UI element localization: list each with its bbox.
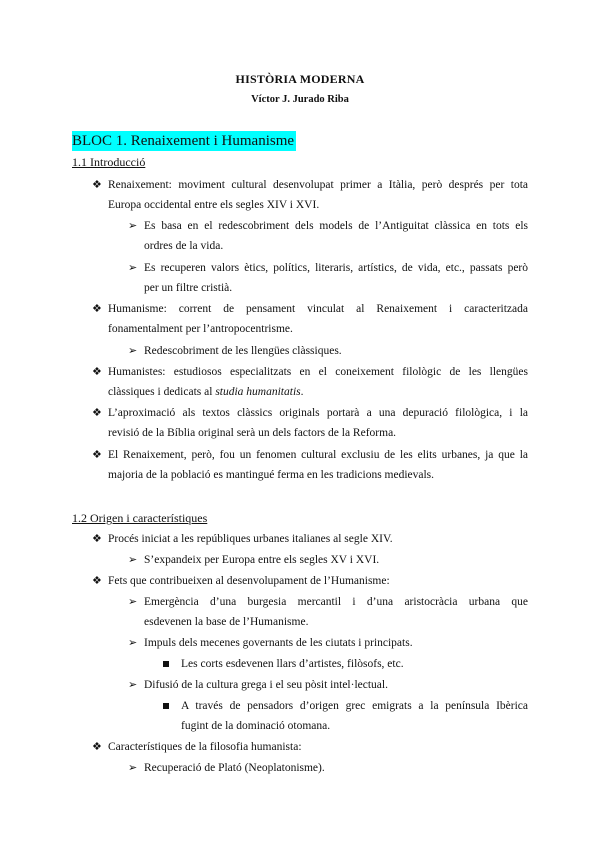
section-heading-bloc: BLOC 1. Renaixement i Humanisme [72, 133, 295, 149]
arrow-bullet-icon: ➢ [128, 762, 138, 774]
bullet-text: per un filtre cristià. [144, 282, 233, 294]
bullet-text: fugint de la dominació otomana. [181, 720, 331, 732]
bullet-text: Redescobriment de les llengües clàssiques. [144, 345, 342, 357]
diamond-bullet-icon: ❖ [92, 741, 102, 753]
bullet-text [108, 382, 304, 402]
bullet-text: Les corts esdevenen llars d’artistes, filòsofs, etc. [181, 658, 404, 670]
arrow-bullet-icon: ➢ [128, 554, 138, 566]
bullet-text-part: . [300, 386, 304, 398]
diamond-bullet-icon: ❖ [92, 575, 102, 587]
arrow-bullet-icon: ➢ [128, 345, 138, 357]
bullet-text: majoria de la població es mantingué ferma en les tradicions medievals. [108, 469, 435, 481]
arrow-bullet-icon: ➢ [128, 220, 138, 232]
italic-term: studia humanitatis [215, 386, 301, 398]
bullet-text: Emergència d’una burgesia mercantil i d’una aristocràcia urbana que [144, 596, 528, 608]
bullet-text: Fets que contribueixen al desenvolupament de l’Humanisme: [108, 575, 390, 587]
bullet-text: El Renaixement, però, fou un fenomen cultural exclusiu de les elits urbanes, ja que la [108, 449, 528, 461]
arrow-bullet-icon: ➢ [128, 596, 138, 608]
subsection-heading-intro: 1.1 Introducció [72, 155, 146, 169]
bullet-text: Difusió de la cultura grega i el seu pòsit intel·lectual. [144, 679, 388, 691]
bullet-text: Procés iniciat a les repúbliques urbanes italianes al segle XIV. [108, 533, 393, 545]
bullet-text: S’expandeix per Europa entre els segles XV i XVI. [144, 554, 380, 566]
bullet-text: Es basa en el redescobriment dels models de l’Antiguitat clàssica en tots els [144, 220, 528, 232]
arrow-bullet-icon: ➢ [128, 262, 138, 274]
bullet-text: Impuls dels mecenes governants de les ciutats i principats. [144, 637, 413, 649]
arrow-bullet-icon: ➢ [128, 679, 138, 691]
subsection-heading-origin: 1.2 Origen i característiques [72, 511, 208, 525]
diamond-bullet-icon: ❖ [92, 407, 102, 419]
arrow-bullet-icon: ➢ [128, 637, 138, 649]
bullet-text: Renaixement: moviment cultural desenvolupat primer a Itàlia, però després per tota [108, 179, 528, 191]
bullet-text: Característiques de la filosofia humanista: [108, 741, 302, 753]
bullet-text: esdevenen la base de l’Humanisme. [144, 616, 309, 628]
bullet-text-part: clàssiques i dedicats al [108, 386, 216, 398]
diamond-bullet-icon: ❖ [92, 449, 102, 461]
document-title: HISTÒRIA MODERNA [235, 72, 365, 86]
bullet-text: L’aproximació als textos clàssics originals portarà a una depuració filològica, i la [108, 407, 528, 419]
square-bullet-icon [163, 703, 169, 709]
diamond-bullet-icon: ❖ [92, 303, 102, 315]
diamond-bullet-icon: ❖ [92, 366, 102, 378]
diamond-bullet-icon: ❖ [92, 179, 102, 191]
bullet-text: Europa occidental entre els segles XIV i XVI. [108, 199, 320, 211]
bullet-text: Recuperació de Plató (Neoplatonisme). [144, 762, 325, 774]
bullet-text: Humanisme: corrent de pensament vinculat al Renaixement i caracteritzada [108, 303, 528, 315]
bullet-text: ordres de la vida. [144, 240, 224, 252]
bullet-text: Es recuperen valors ètics, polítics, literaris, artístics, de vida, etc., passats però [144, 262, 528, 274]
bullet-text: revisió de la Bíblia original serà un dels factors de la Reforma. [108, 427, 397, 439]
bullet-text: fonamentalment per l’antropocentrisme. [108, 323, 293, 335]
bullet-text: A través de pensadors d’origen grec emigrats a la península Ibèrica [181, 700, 528, 712]
document-author: Víctor J. Jurado Riba [251, 94, 349, 105]
square-bullet-icon [163, 661, 169, 667]
diamond-bullet-icon: ❖ [92, 533, 102, 545]
bullet-text: Humanistes: estudiosos especialitzats en el coneixement filològic de les llengües [108, 366, 528, 378]
